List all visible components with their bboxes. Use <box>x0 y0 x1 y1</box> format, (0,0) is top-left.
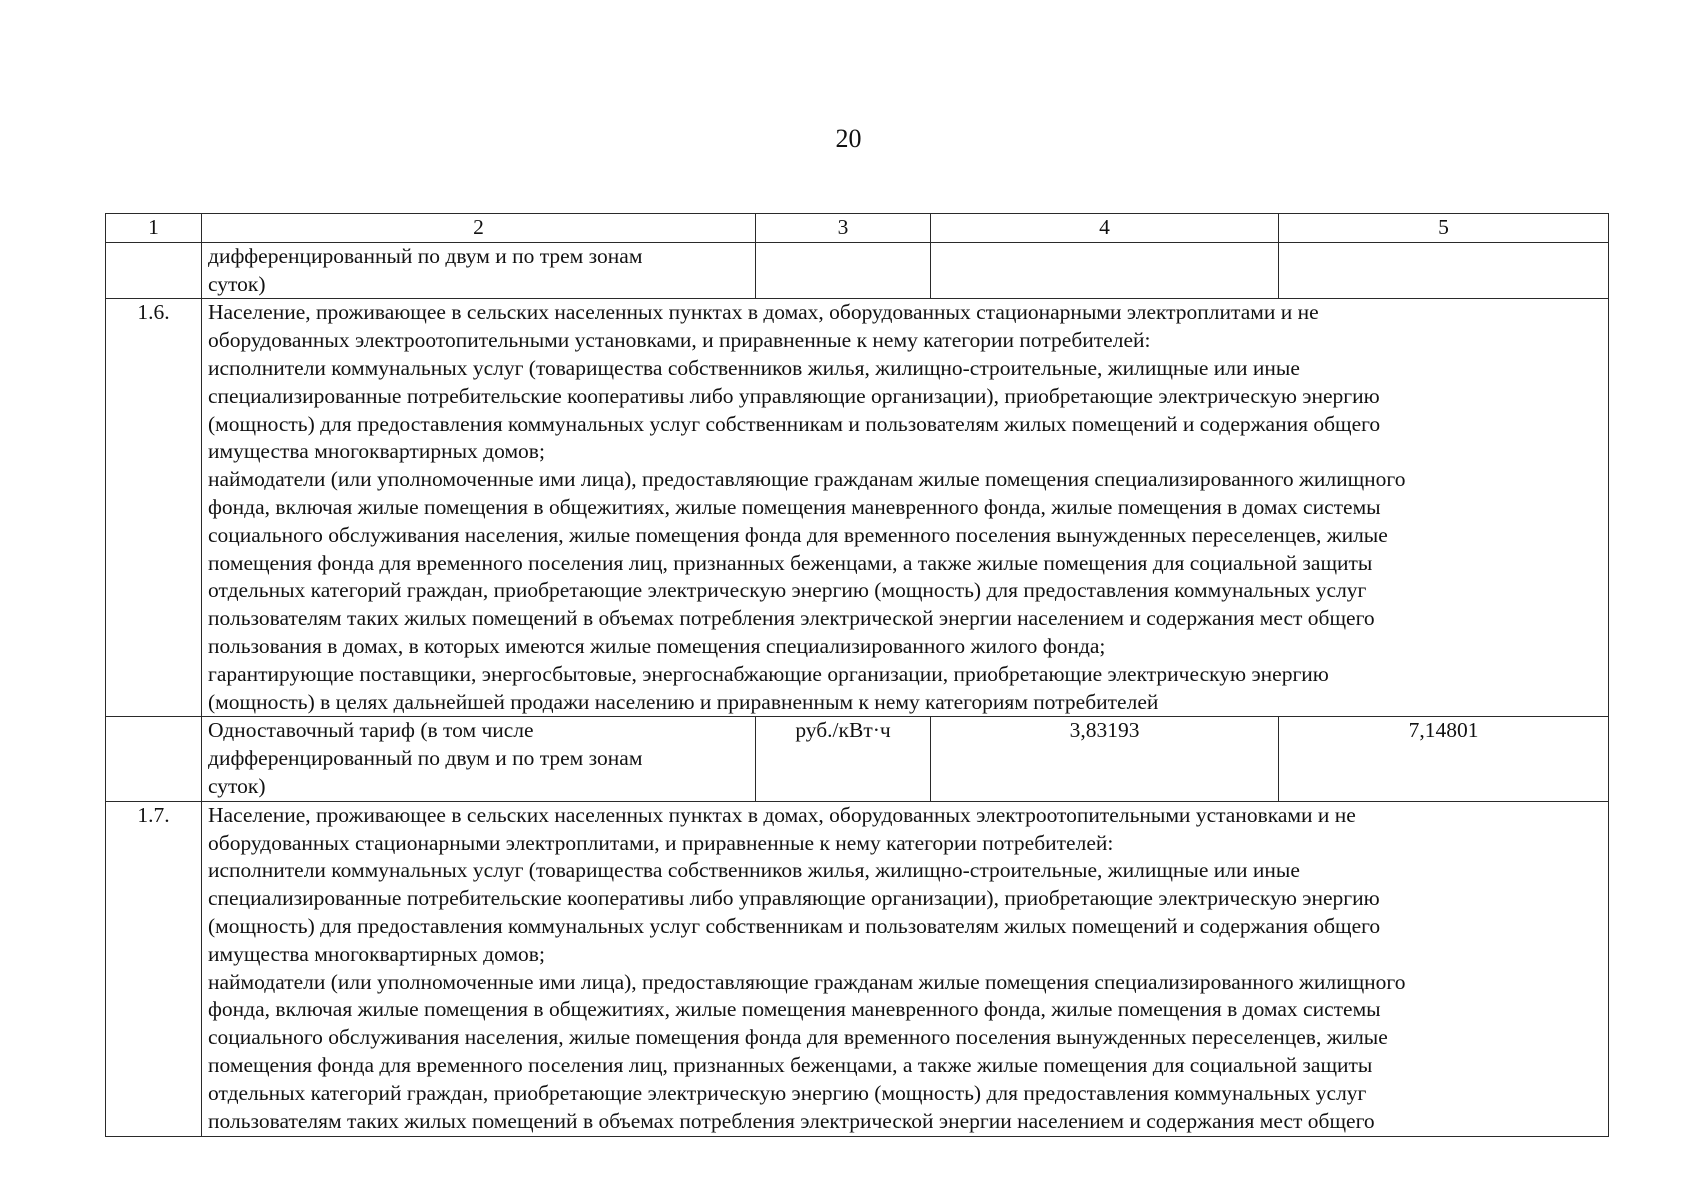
text-line: специализированные потребительские кооперативы либо управляющие организации), приобретающие электрическую энергию <box>208 383 1380 408</box>
text-line: оборудованных стационарными электроплитами, и приравненные к нему категории потребителей: <box>208 830 1114 855</box>
description-cell <box>202 242 756 299</box>
description-cell <box>202 299 1609 717</box>
table-row-1-6-tariff <box>106 717 1609 801</box>
text-line: гарантирующие поставщики, энергосбытовые, энергоснабжающие организации, приобретающие электрическую энергию <box>208 661 1329 686</box>
page-number: 20 <box>835 124 862 153</box>
text-line: (мощность) для предоставления коммунальных услуг собственникам и пользователям жилых помещений и содержания общего <box>208 913 1381 938</box>
text-line: суток) <box>208 271 266 296</box>
text-line: помещения фонда для временного поселения лиц, признанных беженцами, а также жилые помещения для социальной защиты <box>208 1052 1373 1077</box>
text-line: дифференцированный по двум и по трем зонам <box>208 746 643 771</box>
text-line: наймодатели (или уполномоченные ими лица), предоставляющие гражданам жилые помещения специализированного жилищного <box>208 969 1406 994</box>
unit-cell: руб./кВт·ч <box>756 717 931 801</box>
row-number-empty <box>106 717 202 801</box>
table-row-continuation <box>106 242 1609 299</box>
table-row-1-6 <box>106 299 1609 717</box>
text-line: Население, проживающее в сельских населенных пунктах в домах, оборудованных стационарными электроплитами и не <box>208 300 1319 325</box>
row-number: 1.7. <box>106 801 202 1136</box>
header-col-3: 3 <box>756 214 931 243</box>
text-line: пользования в домах, в которых имеются жилые помещения специализированного жилого фонда; <box>208 633 1106 658</box>
text-line: оборудованных электроотопительными установками, и приравненные к нему категории потребителей: <box>208 328 1151 353</box>
text-line: исполнители коммунальных услуг (товарищества собственников жилья, жилищно-строительные, жилищные или иные <box>208 355 1300 380</box>
text-line: (мощность) для предоставления коммунальных услуг собственникам и пользователям жилых помещений и содержания общего <box>208 411 1381 436</box>
row-number-empty <box>106 242 202 299</box>
unit-cell-empty <box>756 242 931 299</box>
header-col-5: 5 <box>1279 214 1609 243</box>
text-line: Одноставочный тариф (в том числе <box>208 718 534 743</box>
text-line: социального обслуживания населения, жилые помещения фонда для временного поселения вынужденных переселенцев, жилые <box>208 522 1388 547</box>
text-line: фонда, включая жилые помещения в общежитиях, жилые помещения маневренного фонда, жилые помещения в домах системы <box>208 494 1381 519</box>
text-line: социального обслуживания населения, жилые помещения фонда для временного поселения вынужденных переселенцев, жилые <box>208 1025 1388 1050</box>
text-line: суток) <box>208 773 266 798</box>
value-cell-col-5: 7,14801 <box>1279 717 1609 801</box>
header-col-1: 1 <box>106 214 202 243</box>
tariff-description-cell <box>202 717 756 801</box>
text-line: пользователям таких жилых помещений в объемах потребления электрической энергии населением и содержания мест общего <box>208 1108 1375 1133</box>
text-line: специализированные потребительские кооперативы либо управляющие организации), приобретающие электрическую энергию <box>208 886 1380 911</box>
text-line: отдельных категорий граждан, приобретающие электрическую энергию (мощность) для предоставления коммунальных услуг <box>208 1080 1367 1105</box>
header-row <box>106 214 1609 243</box>
text-line: имущества многоквартирных домов; <box>208 439 545 464</box>
row-number: 1.6. <box>106 299 202 717</box>
text-line: дифференцированный по двум и по трем зонам <box>208 243 643 268</box>
value-cell-col-4: 3,83193 <box>931 717 1279 801</box>
text-line: имущества многоквартирных домов; <box>208 941 545 966</box>
text-line: Население, проживающее в сельских населенных пунктах в домах, оборудованных электроотопительными установками и не <box>208 802 1356 827</box>
text-line: пользователям таких жилых помещений в объемах потребления электрической энергии населением и содержания мест общего <box>208 606 1375 631</box>
description-cell <box>202 801 1609 1136</box>
value-cell-empty <box>1279 242 1609 299</box>
tariff-table <box>105 213 1609 1137</box>
header-col-2: 2 <box>202 214 756 243</box>
text-line: наймодатели (или уполномоченные ими лица), предоставляющие гражданам жилые помещения специализированного жилищного <box>208 467 1406 492</box>
header-col-4: 4 <box>931 214 1279 243</box>
text-line: отдельных категорий граждан, приобретающие электрическую энергию (мощность) для предоставления коммунальных услуг <box>208 578 1367 603</box>
text-line: исполнители коммунальных услуг (товарищества собственников жилья, жилищно-строительные, жилищные или иные <box>208 858 1300 883</box>
text-line: (мощность) в целях дальнейшей продажи населению и приравненным к нему категориям потребителей <box>208 689 1159 714</box>
text-line: фонда, включая жилые помещения в общежитиях, жилые помещения маневренного фонда, жилые помещения в домах системы <box>208 997 1381 1022</box>
text-line: помещения фонда для временного поселения лиц, признанных беженцами, а также жилые помещения для социальной защиты <box>208 550 1373 575</box>
value-cell-empty <box>931 242 1279 299</box>
table-row-1-7 <box>106 801 1609 1136</box>
